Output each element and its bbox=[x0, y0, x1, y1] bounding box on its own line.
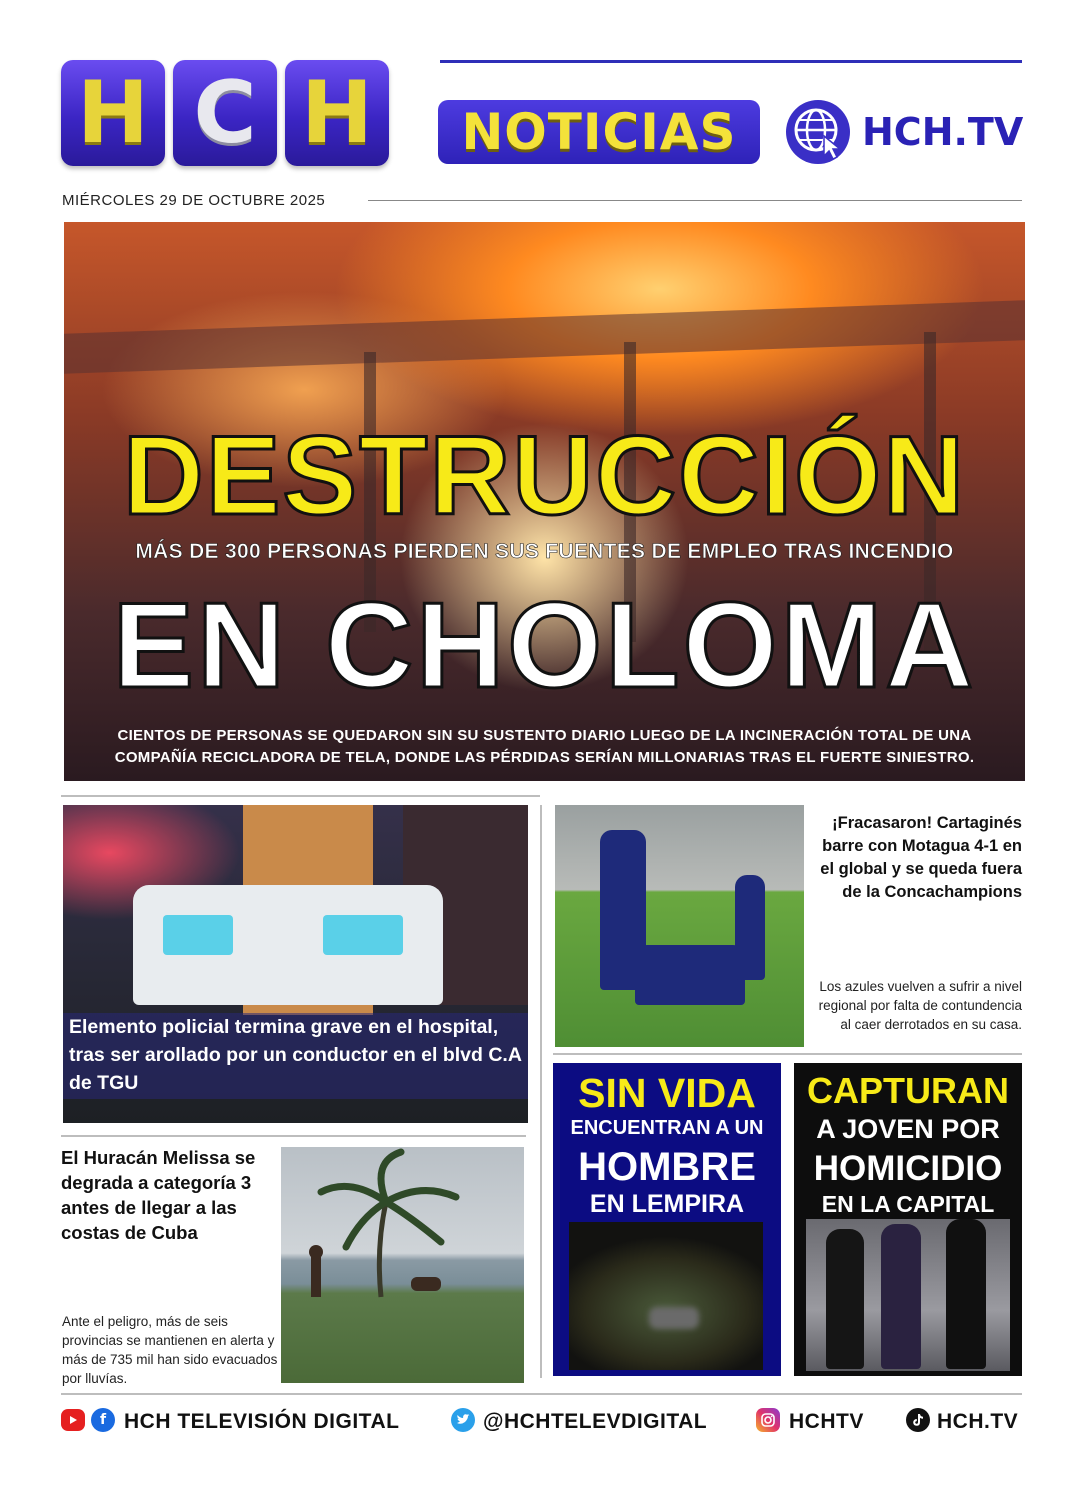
soccer-story-headline[interactable]: ¡Fracasaron! Cartaginés barre con Motagua 4-1 en el global y se queda fuera de la Concachampions bbox=[820, 814, 1022, 901]
website-label[interactable]: HCH.TV bbox=[862, 110, 1024, 154]
ambulance-window bbox=[323, 915, 403, 955]
logo-letter-h2 bbox=[285, 60, 389, 166]
blurred-figure bbox=[649, 1307, 699, 1329]
column-divider bbox=[540, 805, 542, 1378]
ambulance-shape bbox=[133, 885, 443, 1005]
arrest-photo bbox=[806, 1219, 1010, 1371]
logo-h-text: H bbox=[77, 63, 149, 163]
logo-h2-text: H bbox=[301, 63, 373, 163]
hero-fire-photo bbox=[64, 222, 1025, 781]
logo-letter-h1 bbox=[61, 60, 165, 166]
box-right-line1: CAPTURAN bbox=[807, 1070, 1009, 1111]
player-figure bbox=[635, 945, 745, 1005]
sin-vida-box[interactable] bbox=[553, 1063, 781, 1376]
footer-youtube-facebook-label[interactable]: HCH TELEVISIÓN DIGITAL bbox=[124, 1410, 400, 1433]
police-story-caption[interactable]: Elemento policial termina grave en el hospital, tras ser arollado por un conductor en el blvd C.A de TGU bbox=[69, 1016, 522, 1094]
footer-instagram-label[interactable]: HCHTV bbox=[789, 1410, 864, 1433]
logo-letter-c bbox=[173, 60, 277, 166]
header-rule bbox=[440, 60, 1022, 63]
hurricane-story-body: Ante el peligro, más de seis provincias se mantienen en alerta y más de 735 mil han sido evacuados por lluvías. bbox=[62, 1314, 278, 1386]
hero-headline-bottom: EN CHOLOMA bbox=[112, 577, 977, 713]
palm-tree-shape bbox=[281, 1147, 524, 1383]
hurricane-story-photo[interactable] bbox=[281, 1147, 524, 1383]
soccer-story-photo[interactable] bbox=[555, 805, 804, 1047]
hero-description: CIENTOS DE PERSONAS SE QUEDARON SIN SU SUSTENTO DIARIO LUEGO DE LA INCINERACIÓN TOTAL DE UNA COMPAÑÍA RECICLADORA DE TELA, DONDE LAS PÉRDIDAS SERÍAN MILLONARIAS TRAS EL FUERTE SINIESTRO. bbox=[114, 727, 975, 766]
box-left-line1: SIN VIDA bbox=[578, 1070, 756, 1116]
box-right-line3: HOMICIDIO bbox=[813, 1149, 1003, 1188]
ambulance-window bbox=[163, 915, 233, 955]
globe-icon bbox=[786, 100, 850, 164]
hero-roof-shape bbox=[64, 300, 1025, 374]
crime-scene-photo bbox=[569, 1222, 763, 1370]
youtube-icon[interactable] bbox=[61, 1409, 85, 1431]
box-left-line4: EN LEMPIRA bbox=[589, 1190, 745, 1218]
officer-figure bbox=[946, 1219, 986, 1369]
player-figure bbox=[735, 875, 765, 980]
tiktok-icon[interactable] bbox=[906, 1408, 930, 1432]
date-rule bbox=[368, 200, 1022, 201]
hero-subheadline: MÁS DE 300 PERSONAS PIERDEN SUS FUENTES DE EMPLEO TRAS INCENDIO bbox=[135, 540, 954, 563]
hurricane-story-headline[interactable]: El Huracán Melissa se degrada a categoría 3 antes de llegar a las costas de Cuba bbox=[61, 1147, 256, 1243]
facebook-icon[interactable]: f bbox=[91, 1408, 115, 1432]
police-story-photo[interactable] bbox=[63, 805, 528, 1123]
issue-date: MIÉRCOLES 29 DE OCTUBRE 2025 bbox=[62, 192, 326, 209]
hero-headline-top: DESTRUCCIÓN bbox=[122, 413, 967, 538]
section-badge: NOTICIAS bbox=[438, 100, 760, 164]
footer-twitter-label[interactable]: @HCHTELEVDIGITAL bbox=[483, 1410, 708, 1433]
divider bbox=[553, 1053, 1022, 1055]
officer-figure bbox=[826, 1229, 864, 1369]
box-right-line2: A JOVEN POR bbox=[816, 1114, 1000, 1144]
capturan-box[interactable] bbox=[794, 1063, 1022, 1376]
footer-rule bbox=[61, 1393, 1022, 1395]
divider bbox=[61, 1135, 526, 1137]
twitter-icon[interactable] bbox=[451, 1408, 475, 1432]
box-right-line4: EN LA CAPITAL bbox=[821, 1191, 995, 1217]
box-left-line3: HOMBRE bbox=[578, 1145, 756, 1189]
instagram-icon[interactable] bbox=[756, 1408, 780, 1432]
soccer-story-body: Los azules vuelven a sufrir a nivel regional por falta de contundencia al caer derrotados en su casa. bbox=[818, 979, 1022, 1032]
divider bbox=[61, 795, 540, 797]
detainee-figure bbox=[881, 1224, 921, 1369]
box-left-line2: ENCUENTRAN A UN bbox=[570, 1117, 764, 1139]
footer-tiktok-label[interactable]: HCH.TV bbox=[937, 1410, 1019, 1433]
logo-c-text: C bbox=[193, 63, 257, 163]
